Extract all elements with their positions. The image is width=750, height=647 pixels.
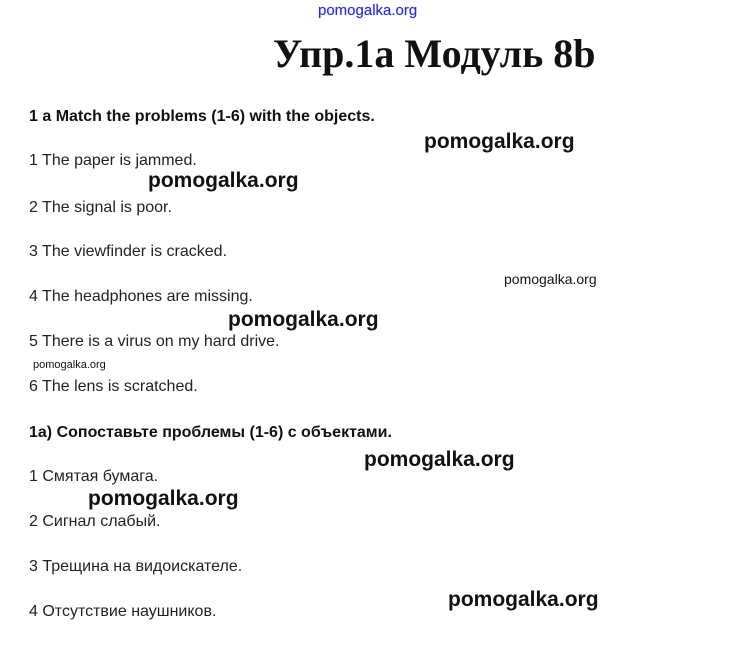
english-item-3: 3 The viewfinder is cracked. xyxy=(29,243,228,260)
russian-heading: 1а) Сопоставьте проблемы (1-6) с объектами. xyxy=(29,424,392,441)
english-item-5: 5 There is a virus on my hard drive. xyxy=(29,333,280,350)
page-title: Упр.1а Модуль 8b xyxy=(273,31,596,76)
english-item-4: 4 The headphones are missing. xyxy=(29,288,253,305)
english-item-2: 2 The signal is poor. xyxy=(29,199,172,216)
english-item-6: 6 The lens is scratched. xyxy=(29,378,198,395)
top-watermark: pomogalka.org xyxy=(318,2,418,19)
watermark: pomogalka.org xyxy=(424,130,575,153)
english-heading: 1 a Match the problems (1-6) with the objects. xyxy=(29,108,375,125)
watermark: pomogalka.org xyxy=(448,588,599,611)
watermark: pomogalka.org xyxy=(148,169,299,192)
watermark: pomogalka.org xyxy=(504,271,597,287)
russian-item-2: 2 Сигнал слабый. xyxy=(29,513,161,530)
russian-item-4: 4 Отсутствие наушников. xyxy=(29,603,217,620)
russian-item-3: 3 Трещина на видоискателе. xyxy=(29,558,243,575)
watermark: pomogalka.org xyxy=(88,487,239,510)
english-item-1: 1 The paper is jammed. xyxy=(29,152,197,169)
watermark: pomogalka.org xyxy=(33,359,106,371)
watermark: pomogalka.org xyxy=(228,308,379,331)
watermark: pomogalka.org xyxy=(364,448,515,471)
russian-item-1: 1 Смятая бумага. xyxy=(29,468,159,485)
